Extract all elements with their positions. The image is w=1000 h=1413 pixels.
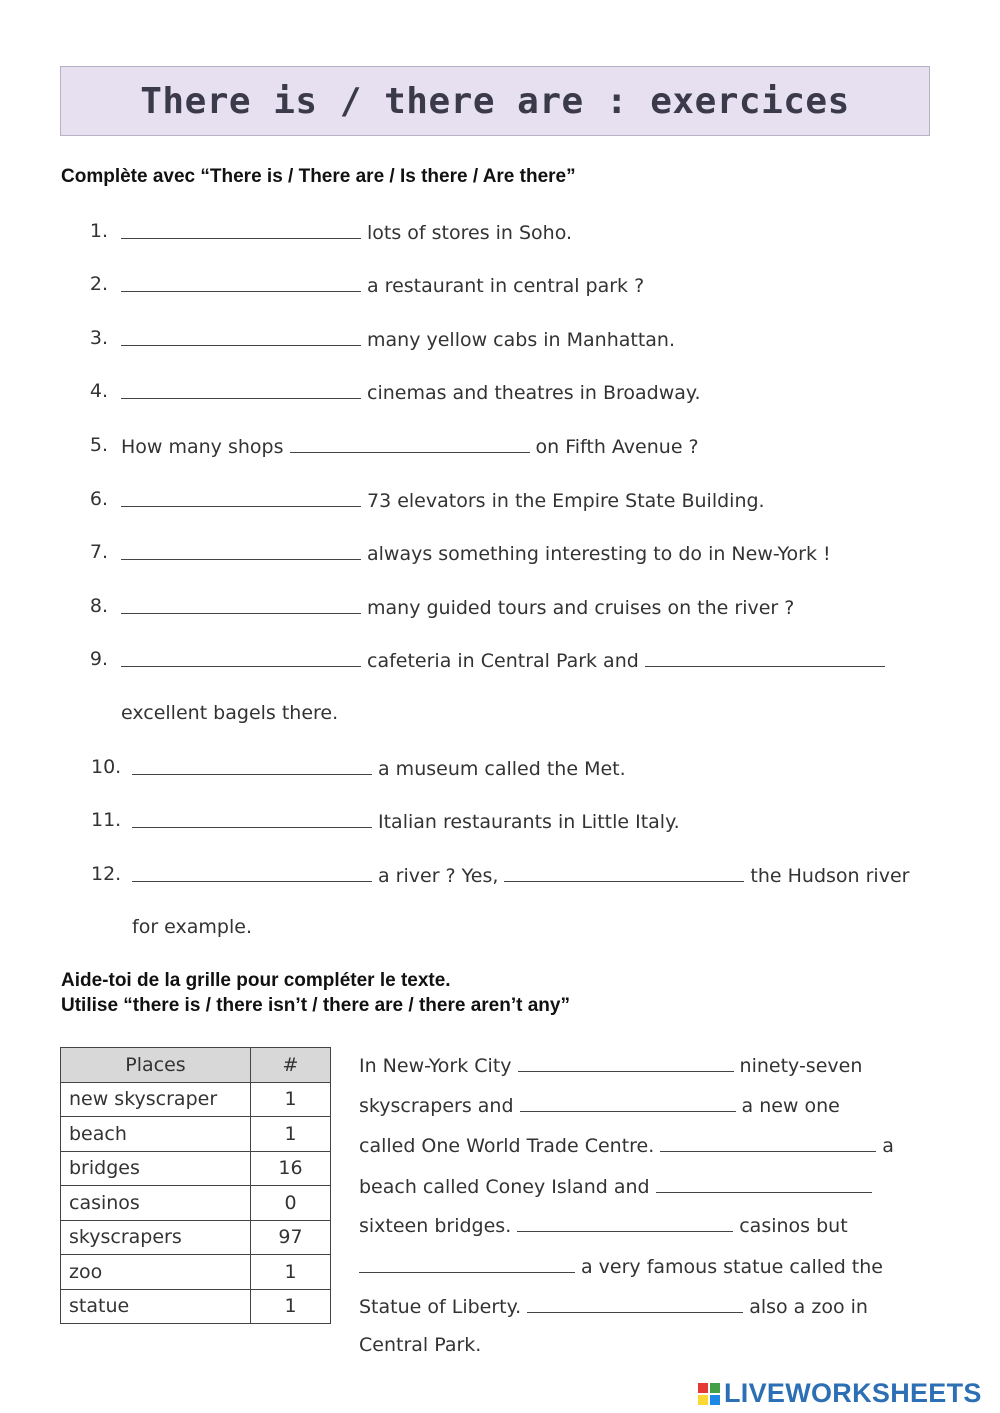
paragraph-line: skyscrapers and a new one: [359, 1095, 840, 1117]
table-header: Places: [61, 1048, 251, 1083]
answer-blank[interactable]: [121, 595, 361, 614]
answer-blank[interactable]: [121, 220, 361, 239]
item-number: 3.: [89, 327, 108, 349]
table-row: [61, 1289, 331, 1324]
table-cell: bridges: [61, 1151, 251, 1186]
logo-icon: [698, 1383, 720, 1405]
table-cell: 1: [251, 1117, 331, 1152]
answer-blank[interactable]: [359, 1254, 575, 1273]
exercise-item: always something interesting to do in New-York !: [121, 541, 831, 565]
answer-blank[interactable]: [527, 1294, 743, 1313]
section2-instruction: Aide-toi de la grille pour compléter le texte.: [61, 970, 451, 991]
item-number: 9.: [89, 648, 108, 670]
answer-blank[interactable]: [290, 434, 530, 453]
title-banner: [60, 66, 930, 136]
places-table: [60, 1047, 331, 1324]
exercise-item: many yellow cabs in Manhattan.: [121, 327, 675, 351]
section2-instruction: Utilise “there is / there isn’t / there are / there aren’t any”: [61, 995, 570, 1016]
answer-blank[interactable]: [121, 380, 361, 399]
table-cell: 97: [251, 1220, 331, 1255]
answer-blank[interactable]: [121, 541, 361, 560]
answer-blank[interactable]: [656, 1174, 872, 1193]
paragraph-line: called One World Trade Centre. a: [359, 1135, 894, 1157]
item-number: 8.: [89, 595, 108, 617]
item-number: 6.: [89, 488, 108, 510]
paragraph-line: Statue of Liberty. also a zoo in: [359, 1296, 868, 1318]
answer-blank[interactable]: [132, 809, 372, 828]
table-cell: 0: [251, 1186, 331, 1221]
page-title: There is / there are : exercices: [140, 80, 850, 122]
table-cell: 1: [251, 1082, 331, 1117]
answer-blank[interactable]: [121, 273, 361, 292]
table-cell: 1: [251, 1255, 331, 1290]
exercise-continuation: for example.: [132, 916, 252, 938]
answer-blank[interactable]: [121, 327, 361, 346]
paragraph-line: sixteen bridges. casinos but: [359, 1215, 848, 1237]
answer-blank[interactable]: [121, 488, 361, 507]
table-cell: skyscrapers: [61, 1220, 251, 1255]
item-number: 10.: [91, 756, 122, 778]
exercise-item: a river ? Yes, the Hudson river: [132, 863, 909, 887]
answer-blank[interactable]: [517, 1213, 733, 1232]
paragraph-line: a very famous statue called the: [359, 1254, 883, 1278]
item-number: 2.: [89, 273, 108, 295]
table-cell: 16: [251, 1151, 331, 1186]
item-number: 11.: [91, 809, 122, 831]
table-row: [61, 1255, 331, 1290]
table-row: [61, 1151, 331, 1186]
exercise-continuation: excellent bagels there.: [121, 702, 339, 724]
item-number: 5.: [89, 434, 108, 456]
table-cell: beach: [61, 1117, 251, 1152]
item-number: 12.: [91, 863, 122, 885]
exercise-item: a museum called the Met.: [132, 756, 626, 780]
table-cell: new skyscraper: [61, 1082, 251, 1117]
exercise-item: a restaurant in central park ?: [121, 273, 644, 297]
paragraph-line: In New-York City ninety-seven: [359, 1055, 863, 1077]
answer-blank[interactable]: [645, 648, 885, 667]
table-row: [61, 1082, 331, 1117]
exercise-item: How many shops on Fifth Avenue ?: [121, 436, 699, 458]
answer-blank[interactable]: [504, 863, 744, 882]
table-cell: 1: [251, 1289, 331, 1324]
table-row: [61, 1117, 331, 1152]
answer-blank[interactable]: [660, 1133, 876, 1152]
answer-blank[interactable]: [121, 648, 361, 667]
answer-blank[interactable]: [520, 1093, 736, 1112]
item-number: 4.: [89, 380, 108, 402]
exercise-item: cinemas and theatres in Broadway.: [121, 380, 701, 404]
exercise-item: lots of stores in Soho.: [121, 220, 572, 244]
answer-blank[interactable]: [132, 756, 372, 775]
paragraph-line: beach called Coney Island and: [359, 1174, 878, 1198]
exercise-item: 73 elevators in the Empire State Building.: [121, 488, 765, 512]
logo-text: LIVEWORKSHEETS: [724, 1378, 982, 1408]
liveworksheets-logo[interactable]: [698, 1378, 982, 1409]
exercise-item: Italian restaurants in Little Italy.: [132, 809, 680, 833]
answer-blank[interactable]: [132, 863, 372, 882]
table-header-row: [61, 1048, 331, 1083]
table-row: [61, 1186, 331, 1221]
table-cell: statue: [61, 1289, 251, 1324]
item-number: 7.: [89, 541, 108, 563]
table-cell: casinos: [61, 1186, 251, 1221]
exercise-item: cafeteria in Central Park and: [121, 648, 891, 672]
answer-blank[interactable]: [518, 1053, 734, 1072]
table-row: [61, 1220, 331, 1255]
exercise-item: many guided tours and cruises on the river ?: [121, 595, 794, 619]
paragraph-line: Central Park.: [359, 1334, 482, 1356]
section1-instruction: Complète avec “There is / There are / Is there / Are there”: [61, 166, 576, 187]
item-number: 1.: [89, 220, 108, 242]
table-header: #: [251, 1048, 331, 1083]
table-cell: zoo: [61, 1255, 251, 1290]
